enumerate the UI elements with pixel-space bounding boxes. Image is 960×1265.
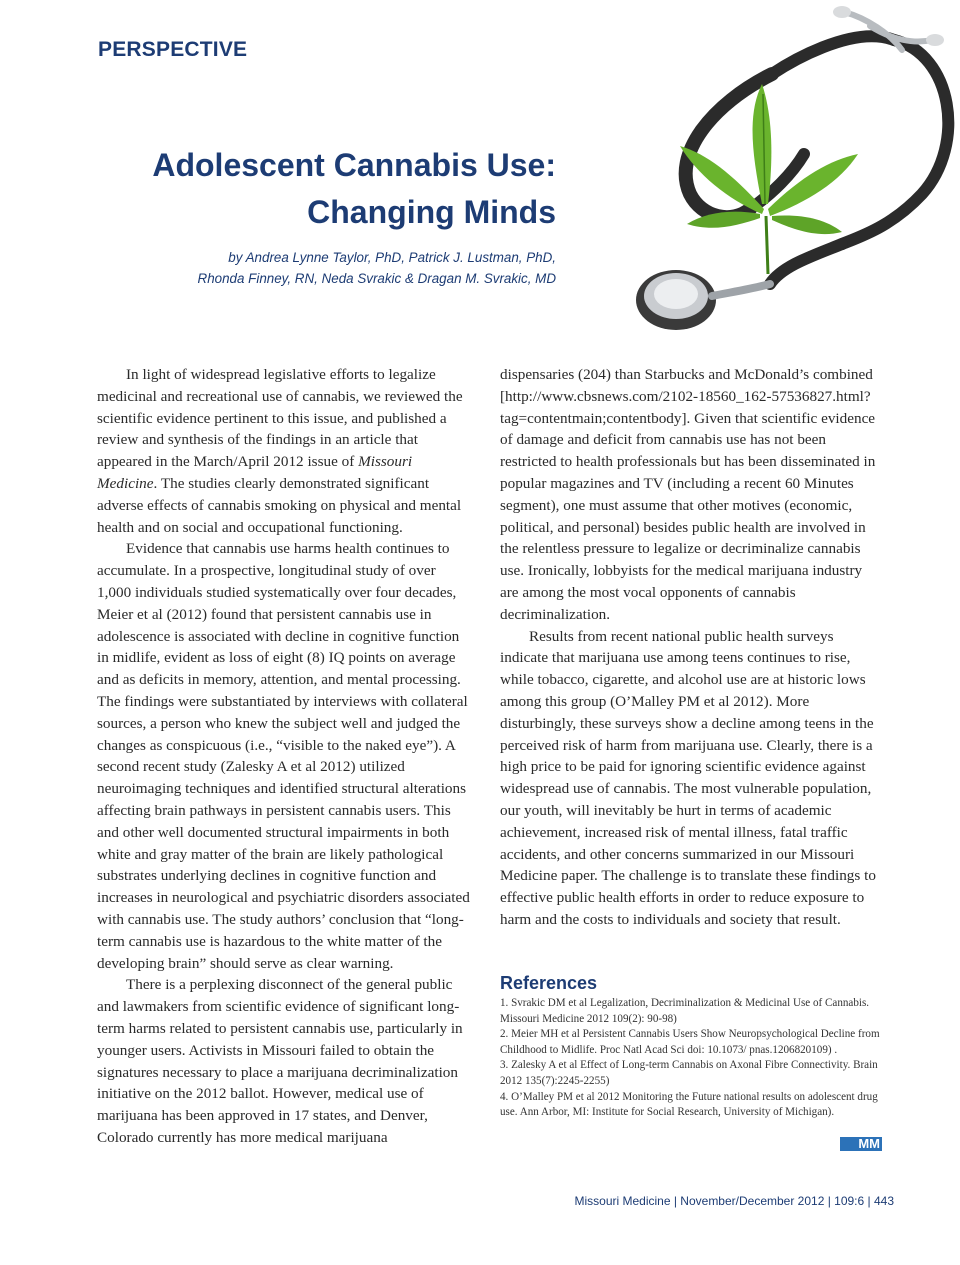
- references-heading: References: [500, 973, 598, 993]
- reference-item: 4. O’Malley PM et al 2012 Monitoring the Future national results on adolescent drug use. Ann Arbor, MI: Institute for Social Research, University of Michigan).: [500, 1090, 878, 1119]
- body-paragraph: Results from recent national public health surveys indicate that marijuana use among teens continues to rise, while tobacco, cigarette, and alcohol use are at historic lows among this group (O’Malley PM et al 2012). More disturbingly, these surveys show a decline among teens in the perceived risk of harm from marijuana use. Clearly, there is a high price to be paid for ignoring scientific evidence against widespread use of cannabis. The most vulnerable population, our youth, will inevitably be hurt in terms of academic achievement, increased risk of mental illness, fatal traffic accidents, and other concerns summarized in our Missouri Medicine paper. The challenge is to translate these findings to effective public health efforts in order to reduce exposure to harm and the costs to individuals and society that result.: [500, 627, 876, 928]
- body-paragraph: Evidence that cannabis use harms health continues to accumulate. In a prospective, longitudinal study of over 1,000 individuals studied systematically over four decades, Meier et al (2012) found that persistent cannabis use in adolescence is associated with decline in cognitive function in midlife, evident as loss of eight (8) IQ points on average and as deficits in memory, attention, and mental processing. The findings were substantiated by interviews with collateral sources, a person who knew the subject well and judged the changes as conspicuous (i.e., “visible to the naked eye”). A second recent study (Zalesky A et al 2012) utilized neuroimaging techniques and identified structural alterations affecting brain pathways in persistent cannabis users. This and other well documented structural impairments in both white and gray matter of the brain are likely pathological substrates underlying declines in cognitive function and increases in neurological and psychiatric disorders associated with cannabis use. The study authors’ conclusion that “long-term cannabis use is hazardous to the white matter of the developing brain” should serve as clear warning.: [97, 540, 470, 972]
- stethoscope-icon: [636, 6, 948, 330]
- byline-line-2: Rhonda Finney, RN, Neda Svrakic & Dragan M. Svrakic, MD: [197, 271, 556, 286]
- author-byline: [100, 247, 556, 289]
- body-paragraph: There is a perplexing disconnect of the general public and lawmakers from scientific evidence of significant long-term harms related to persistent cannabis use, particularly in younger users. Activists in Missouri failed to obtain the signatures necessary to place a marijuana decriminalization initiative on the 2012 ballot. However, medical use of marijuana has been approved in 17 states, and Denver, Colorado currently has more medical marijuana: [97, 976, 463, 1146]
- reference-item: 3. Zalesky A et al Effect of Long-term Cannabis on Axonal Fibre Connectivity. Brain 2012 135(7):2245-2255): [500, 1059, 878, 1087]
- title-line-1: Adolescent Cannabis Use:: [152, 147, 556, 183]
- body-column-left: [97, 364, 472, 1149]
- article-title: [100, 142, 556, 236]
- journal-name: Missouri Medicine: [97, 453, 413, 492]
- page-footer: Missouri Medicine | November/December 2012 | 109:6 | 443: [574, 1194, 894, 1208]
- reference-item: 2. Meier MH et al Persistent Cannabis Users Show Neuropsychological Decline from Childhood to Midlife. Proc Natl Acad Sci doi: 10.1073/ pnas.1206820109) .: [500, 1028, 880, 1056]
- stethoscope-and-leaf-illustration: [572, 4, 960, 344]
- title-line-2: Changing Minds: [307, 194, 556, 230]
- reference-item: 1. Svrakic DM et al Legalization, Decriminalization & Medicinal Use of Cannabis. Missouri Medicine 2012 109(2): 90-98): [500, 997, 870, 1025]
- body-column-right: [500, 364, 882, 931]
- section-label: PERSPECTIVE: [98, 38, 248, 61]
- body-paragraph: In light of widespread legislative efforts to legalize medicinal and recreational use of cannabis, we reviewed the scientific evidence pertinent to this issue, and published a review and synthesis of the findings in an article that appeared in the March/April 2012 issue of Missouri Medicine. The studies clearly demonstrated significant adverse effects of cannabis smoking on physical and mental health and on social and occupational functioning.: [97, 366, 463, 536]
- byline-line-1: by Andrea Lynne Taylor, PhD, Patrick J. Lustman, PhD,: [228, 250, 556, 265]
- end-of-article-mark: MM: [840, 1137, 882, 1151]
- references-list: [500, 996, 880, 1121]
- body-paragraph-continued: dispensaries (204) than Starbucks and McDonald’s combined [http://www.cbsnews.com/2102-18560_162-57536827.html?tag=contentmain;contentbody]. Given that scientific evidence of damage and deficit from cannabis use has not been restricted to health professionals but has been disseminated in popular magazines and TV (including a recent 60 Minutes segment), one must assume that other motives (economic, political, and personal) besides public health are involved in the relentless pressure to legalize or decriminalize cannabis use. Ironically, lobbyists for the medical marijuana industry are among the most vocal opponents of cannabis decriminalization.: [500, 366, 876, 623]
